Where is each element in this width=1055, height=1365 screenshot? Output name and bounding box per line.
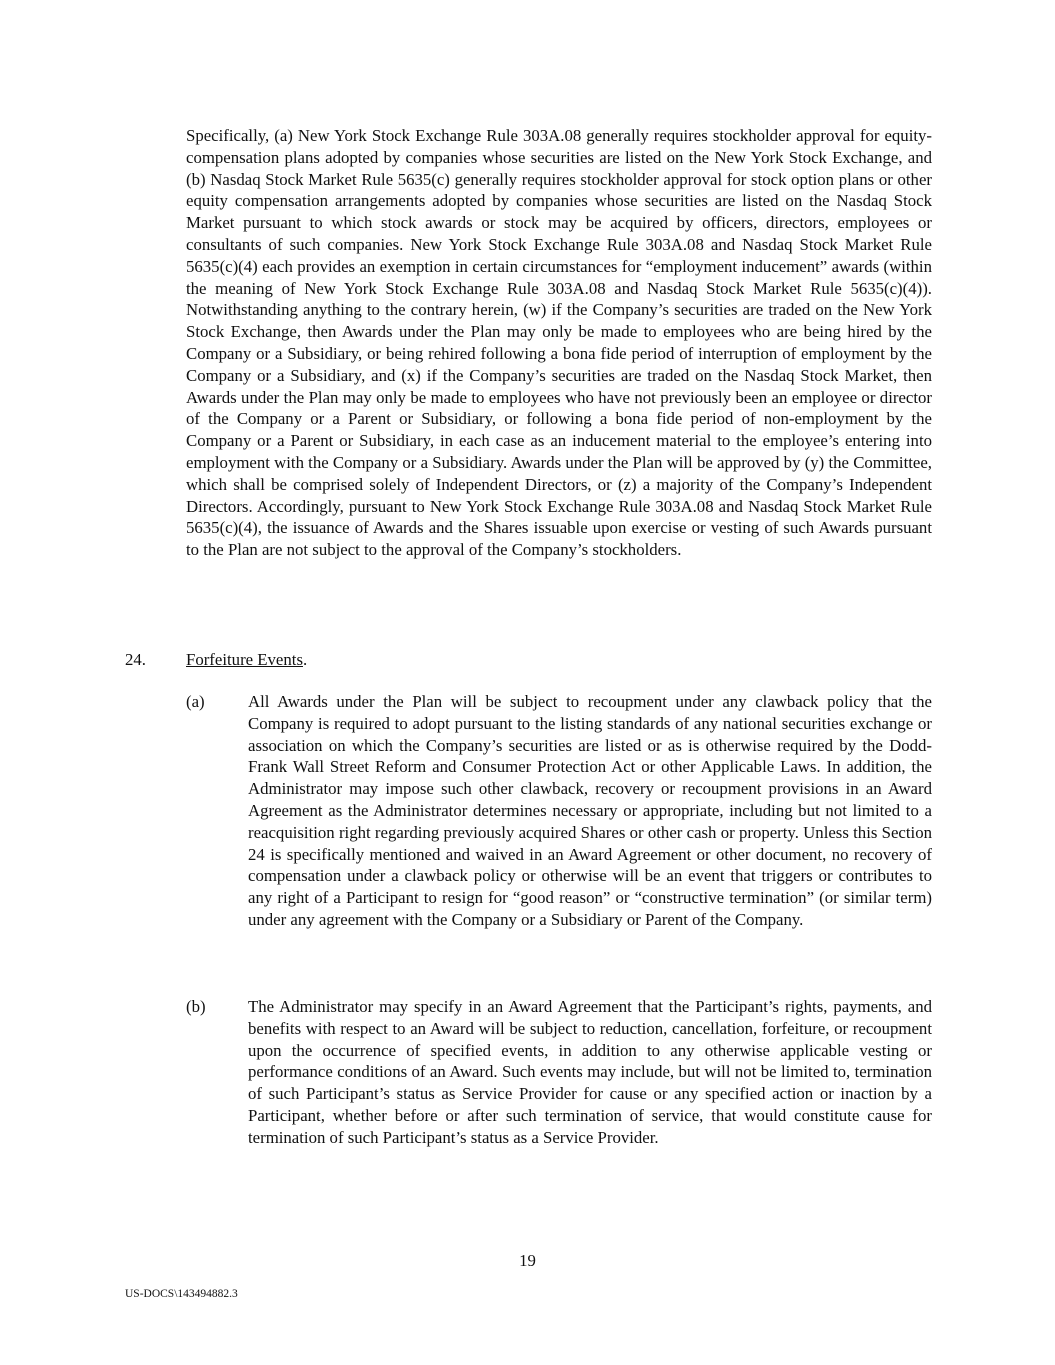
section-title: Forfeiture Events	[186, 650, 303, 669]
intro-paragraph: Specifically, (a) New York Stock Exchange Rule 303A.08 generally requires stockholder approval for equity-compensation plans adopted by companies whose securities are listed on the New York Stock Exchange, and (b) Nasdaq Stock Market Rule 5635(c) generally requires stockholder approval for stock option plans or other equity compensation arrangements adopted by companies whose securities are listed on the Nasdaq Stock Market pursuant to which stock awards or stock may be acquired by officers, directors, employees or consultants of such companies. New York Stock Exchange Rule 303A.08 and Nasdaq Stock Market Rule 5635(c)(4) each provides an exemption in certain circumstances for “employment inducement” awards (within the meaning of New York Stock Exchange Rule 303A.08 and Nasdaq Stock Market Rule 5635(c)(4)). Notwithstanding anything to the contrary herein, (w) if the Company’s securities are traded on the New York Stock Exchange, then Awards under the Plan may only be made to employees who are being hired by the Company or a Subsidiary, or being rehired following a bona fide period of interruption of employment by the Company or a Subsidiary, and (x) if the Company’s securities are traded on the Nasdaq Stock Market, then Awards under the Plan may only be made to employees who have not previously been an employee or director of the Company or a Parent or Subsidiary, or following a bona fide period of non-employment by the Company or a Parent or Subsidiary, in each case as an inducement material to the employee’s entering into employment with the Company or a Subsidiary. Awards under the Plan will be approved by (y) the Committee, which shall be comprised solely of Independent Directors, or (z) a majority of the Company’s Independent Directors. Accordingly, pursuant to New York Stock Exchange Rule 303A.08 and Nasdaq Stock Market Rule 5635(c)(4), the issuance of Awards and the Shares issuable upon exercise or vesting of such Awards pursuant to the Plan are not subject to the approval of the Company’s stockholders.	[186, 126, 932, 560]
subsection-text: The Administrator may specify in an Award Agreement that the Participant’s rights, payments, and benefits with respect to an Award will be subject to reduction, cancellation, forfeiture, or recoupment upon the occurrence of specified events, in addition to any otherwise applicable vesting or performance conditions of an Award. Such events may include, but will not be limited to, termination of such Participant’s status as Service Provider for cause or any specified action or inaction by a Participant, whether before or after such termination of service, that would constitute cause for termination of such Participant’s status as a Service Provider.	[248, 997, 932, 1147]
page-number: 19	[519, 1251, 536, 1270]
section-number: 24.	[125, 650, 146, 669]
subsection-label: (a)	[186, 692, 205, 711]
section-heading	[125, 649, 307, 671]
subsection-a	[186, 691, 932, 931]
section-title-suffix: .	[302, 650, 308, 669]
subsection-label: (b)	[186, 997, 206, 1016]
subsection-text: All Awards under the Plan will be subject to recoupment under any clawback policy that the Company is required to adopt pursuant to the listing standards of any national securities exchange or association on which the Company’s securities are listed or as is otherwise required by the Dodd-Frank Wall Street Reform and Consumer Protection Act or other Applicable Laws. In addition, the Administrator may impose such other clawback, recovery or recoupment provisions in an Award Agreement as the Administrator determines necessary or appropriate, including but not limited to a reacquisition right regarding previously acquired Shares or other cash or property. Unless this Section 24 is specifically mentioned and waived in an Award Agreement or other document, no recovery of compensation under a clawback policy or otherwise will be an event that triggers or contributes to any right of a Participant to resign for “good reason” or “constructive termination” (or similar term) under any agreement with the Company or a Subsidiary or Parent of the Company.	[248, 692, 932, 929]
subsection-b	[186, 996, 932, 1149]
document-id: US-DOCS\143494882.3	[125, 1288, 238, 1300]
